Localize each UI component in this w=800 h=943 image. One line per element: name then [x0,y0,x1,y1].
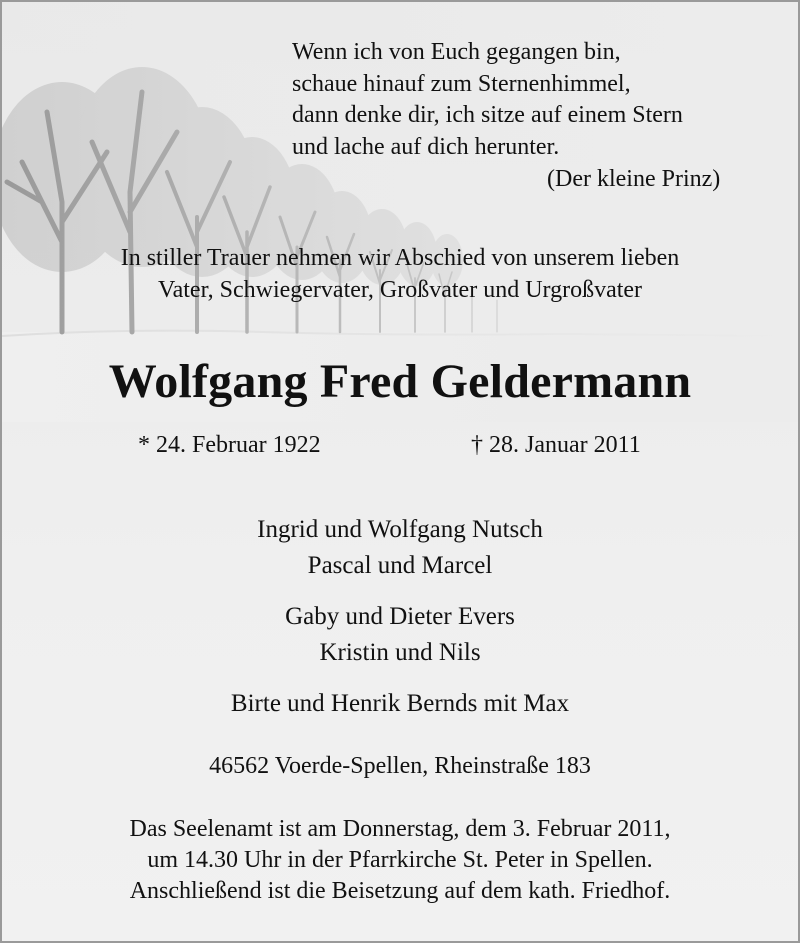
family-line: Gaby und Dieter Evers [285,603,515,630]
service-line-2: um 14.30 Uhr in der Pfarrkirche St. Peter in Spellen. [147,847,653,873]
service-line-3: Anschließend ist die Beisetzung auf dem kath. Friedhof. [129,878,671,904]
poem-line: schaue hinauf zum Sternenhimmel, [292,70,631,97]
service-info [2,814,798,907]
poem-line: dann denke dir, ich sitze auf einem Stern [292,102,683,128]
family-group-3 [2,686,798,722]
intro-line-2: Vater, Schwiegervater, Großvater und Urgroßvater [157,277,643,303]
poem-source: (Der kleine Prinz) [547,166,721,192]
family-line: Kristin und Nils [319,639,481,666]
family-line: Birte und Henrik Bernds mit Max [230,690,570,717]
birth-date: * 24. Februar 1922 [138,432,321,458]
family-line: Pascal und Marcel [307,552,493,579]
intro-text [2,242,798,306]
address: 46562 Voerde-Spellen, Rheinstraße 183 [209,753,591,779]
family-group-1 [2,512,798,584]
family-line: Ingrid und Wolfgang Nutsch [257,516,543,543]
family-group-2 [2,599,798,671]
deceased-name: Wolfgang Fred Geldermann [108,355,692,408]
intro-line-1: In stiller Trauer nehmen wir Abschied von unserem lieben [120,245,680,271]
poem-line: Wenn ich von Euch gegangen bin, [292,39,621,65]
poem [292,37,683,163]
death-date: † 28. Januar 2011 [471,432,641,458]
service-line-1: Das Seelenamt ist am Donnerstag, dem 3. Februar 2011, [129,816,671,842]
poem-line: und lache auf dich herunter. [292,133,560,160]
